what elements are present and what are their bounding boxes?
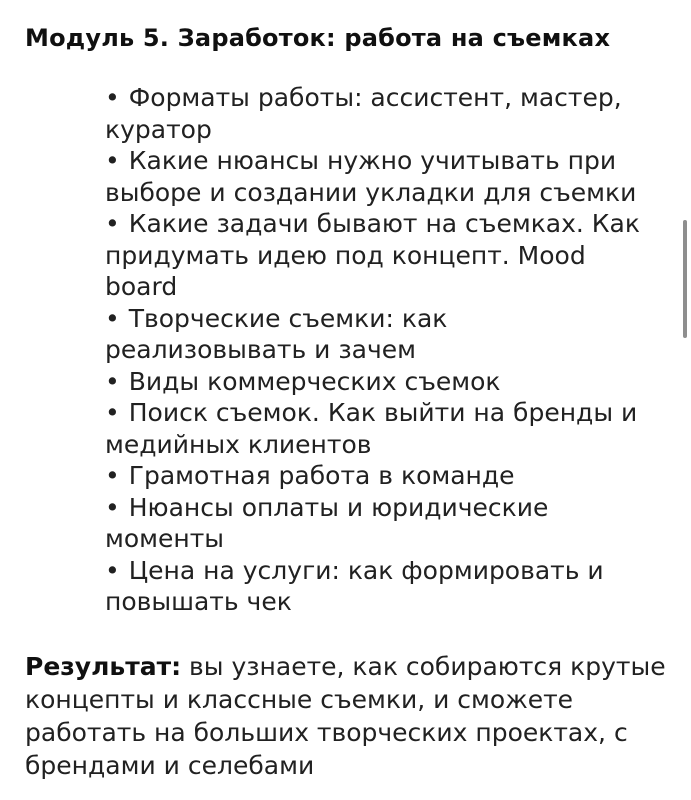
bullet-icon: • — [105, 461, 120, 490]
list-item-text: Грамотная работа в команде — [128, 461, 515, 490]
bullet-icon: • — [105, 209, 120, 238]
list-item — [105, 492, 650, 555]
list-item-text: Творческие съемки: как реализовывать и зачем — [105, 303, 448, 364]
list-item-text: Какие задачи бывают на съемках. Как придумать идею под концепт. Mood board — [105, 209, 640, 301]
list-item — [105, 555, 650, 618]
list-item — [105, 82, 650, 145]
list-item — [105, 208, 650, 303]
list-item-text: Цена на услуги: как формировать и повышать чек — [105, 555, 604, 616]
list-item — [105, 303, 650, 366]
list-item-text: Поиск съемок. Как выйти на бренды и медийных клиентов — [105, 398, 638, 459]
list-item-text: Виды коммерческих съемок — [128, 366, 501, 396]
list-item-text: Форматы работы: ассистент, мастер, куратор — [105, 83, 622, 144]
list-item — [105, 397, 650, 460]
module-title: Модуль 5. Заработок: работа на съемках — [25, 24, 611, 52]
list-item — [105, 460, 650, 492]
result-paragraph — [25, 650, 673, 782]
list-item — [105, 366, 650, 398]
module-topics-list — [105, 82, 650, 618]
bullet-icon: • — [105, 146, 120, 175]
bullet-icon: • — [105, 398, 120, 427]
bullet-icon: • — [105, 83, 120, 112]
scrollbar-thumb[interactable] — [683, 220, 687, 338]
bullet-icon: • — [105, 366, 120, 396]
list-item — [105, 145, 650, 208]
bullet-icon: • — [105, 555, 120, 585]
bullet-icon: • — [105, 303, 120, 333]
result-label: Результат: — [25, 651, 182, 681]
result-text: вы узнаете, как собираются крутые концепты и классные съемки, и сможете работать на больших творческих проектах, с брендами и селебами — [25, 651, 666, 780]
list-item-text: Какие нюансы нужно учитывать при выборе и создании укладки для съемки — [105, 146, 637, 207]
bullet-icon: • — [105, 492, 120, 522]
list-item-text: Нюансы оплаты и юридические моменты — [105, 492, 549, 553]
